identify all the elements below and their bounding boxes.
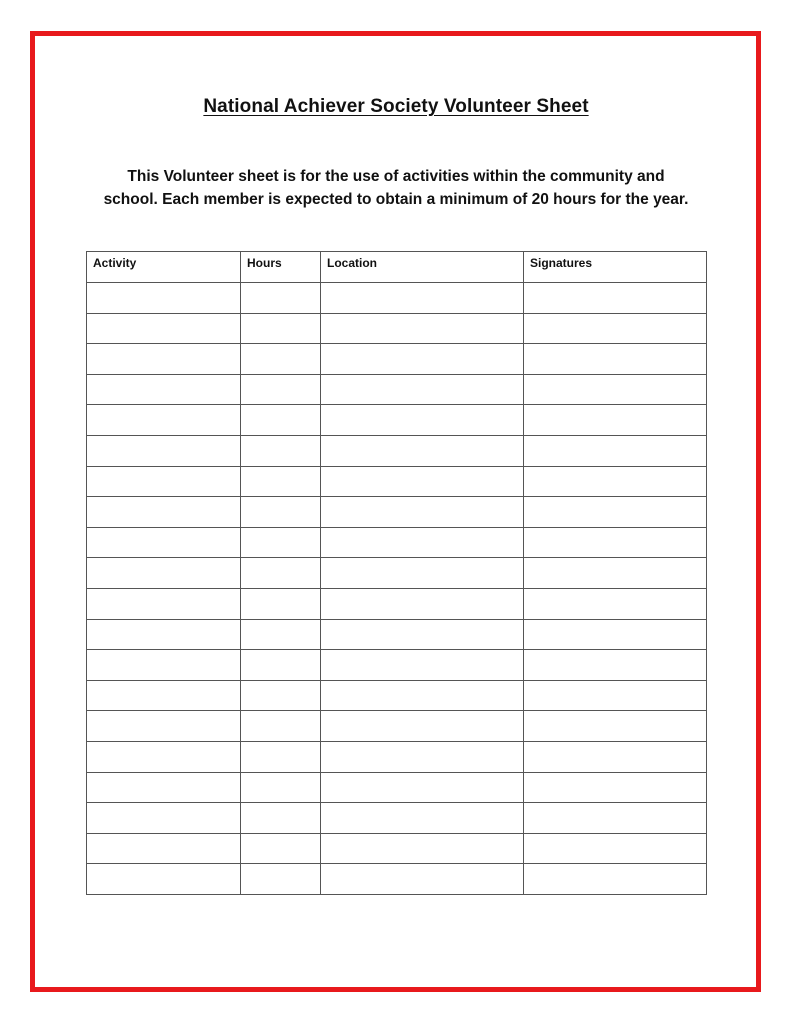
hours-cell[interactable] [241,497,321,528]
activity-cell[interactable] [87,650,241,681]
hours-cell[interactable] [241,741,321,772]
table-header-row [87,252,707,283]
table-row [87,650,707,681]
signature-cell[interactable] [524,497,707,528]
hours-cell[interactable] [241,344,321,375]
location-cell[interactable] [321,588,524,619]
page-title: National Achiever Society Volunteer Sheet [203,96,589,117]
hours-cell[interactable] [241,803,321,834]
signature-cell[interactable] [524,650,707,681]
location-cell[interactable] [321,803,524,834]
signature-cell[interactable] [524,619,707,650]
hours-cell[interactable] [241,527,321,558]
hours-cell[interactable] [241,405,321,436]
signature-cell[interactable] [524,374,707,405]
hours-cell[interactable] [241,466,321,497]
signature-cell[interactable] [524,833,707,864]
table-row [87,344,707,375]
activity-cell[interactable] [87,283,241,314]
location-cell[interactable] [321,833,524,864]
table-body [87,283,707,895]
activity-cell[interactable] [87,741,241,772]
table-row [87,497,707,528]
location-cell[interactable] [321,741,524,772]
activity-cell[interactable] [87,527,241,558]
header-location: Location [321,252,524,283]
signature-cell[interactable] [524,864,707,895]
hours-cell[interactable] [241,772,321,803]
table-row [87,864,707,895]
table-row [87,405,707,436]
intro-text [60,165,732,211]
location-cell[interactable] [321,497,524,528]
hours-cell[interactable] [241,711,321,742]
intro-line-2: school. Each member is expected to obtain a minimum of 20 hours for the year. [103,191,689,208]
signature-cell[interactable] [524,803,707,834]
signature-cell[interactable] [524,711,707,742]
activity-cell[interactable] [87,344,241,375]
location-cell[interactable] [321,374,524,405]
location-cell[interactable] [321,619,524,650]
table-row [87,374,707,405]
signature-cell[interactable] [524,435,707,466]
signature-cell[interactable] [524,558,707,589]
location-cell[interactable] [321,344,524,375]
intro-line-1: This Volunteer sheet is for the use of activities within the community and [127,168,665,185]
activity-cell[interactable] [87,803,241,834]
signature-cell[interactable] [524,527,707,558]
activity-cell[interactable] [87,711,241,742]
location-cell[interactable] [321,711,524,742]
location-cell[interactable] [321,527,524,558]
header-activity: Activity [87,252,241,283]
signature-cell[interactable] [524,405,707,436]
table-row [87,527,707,558]
table-row [87,558,707,589]
activity-cell[interactable] [87,558,241,589]
hours-cell[interactable] [241,650,321,681]
location-cell[interactable] [321,864,524,895]
signature-cell[interactable] [524,772,707,803]
hours-cell[interactable] [241,588,321,619]
activity-cell[interactable] [87,588,241,619]
hours-cell[interactable] [241,680,321,711]
hours-cell[interactable] [241,619,321,650]
hours-cell[interactable] [241,313,321,344]
signature-cell[interactable] [524,680,707,711]
location-cell[interactable] [321,466,524,497]
volunteer-log-table [86,251,707,895]
hours-cell[interactable] [241,833,321,864]
signature-cell[interactable] [524,344,707,375]
signature-cell[interactable] [524,741,707,772]
table-row [87,283,707,314]
hours-cell[interactable] [241,283,321,314]
table-row [87,619,707,650]
table-row [87,466,707,497]
hours-cell[interactable] [241,864,321,895]
activity-cell[interactable] [87,497,241,528]
header-hours: Hours [241,252,321,283]
location-cell[interactable] [321,405,524,436]
hours-cell[interactable] [241,558,321,589]
header-signatures: Signatures [524,252,707,283]
activity-cell[interactable] [87,772,241,803]
table-row [87,803,707,834]
activity-cell[interactable] [87,833,241,864]
activity-cell[interactable] [87,435,241,466]
location-cell[interactable] [321,313,524,344]
table-row [87,313,707,344]
activity-cell[interactable] [87,466,241,497]
table-row [87,435,707,466]
activity-cell[interactable] [87,680,241,711]
table-row [87,741,707,772]
table-row [87,833,707,864]
location-cell[interactable] [321,283,524,314]
activity-cell[interactable] [87,313,241,344]
table-row [87,772,707,803]
signature-cell[interactable] [524,283,707,314]
table-row [87,711,707,742]
activity-cell[interactable] [87,864,241,895]
signature-cell[interactable] [524,588,707,619]
location-cell[interactable] [321,680,524,711]
activity-cell[interactable] [87,405,241,436]
location-cell[interactable] [321,558,524,589]
signature-cell[interactable] [524,466,707,497]
location-cell[interactable] [321,650,524,681]
table-row [87,680,707,711]
hours-cell[interactable] [241,435,321,466]
location-cell[interactable] [321,435,524,466]
signature-cell[interactable] [524,313,707,344]
hours-cell[interactable] [241,374,321,405]
table-row [87,588,707,619]
location-cell[interactable] [321,772,524,803]
activity-cell[interactable] [87,619,241,650]
activity-cell[interactable] [87,374,241,405]
